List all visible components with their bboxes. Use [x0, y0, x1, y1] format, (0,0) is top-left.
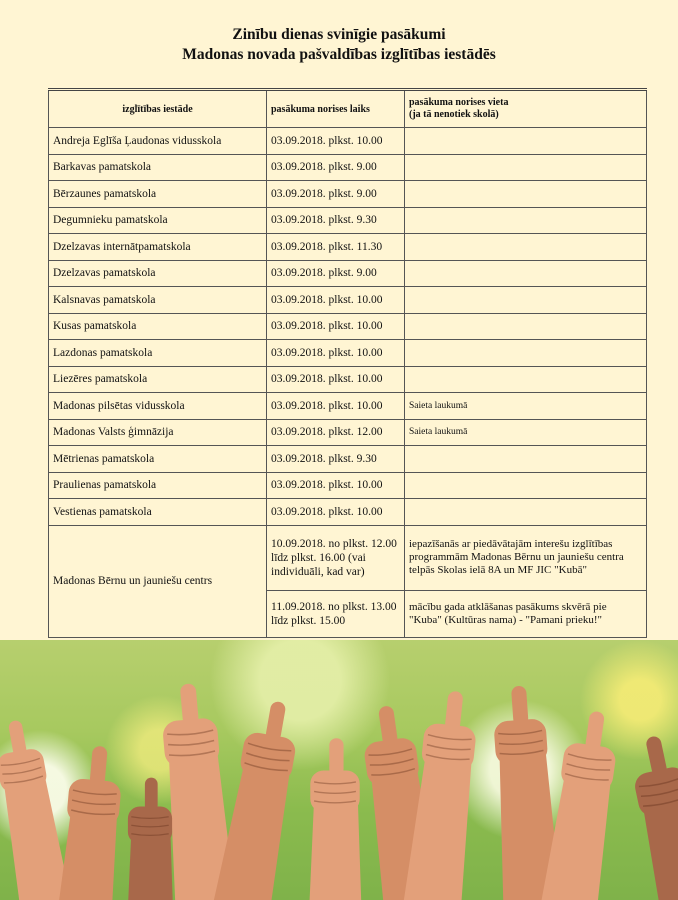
header-time: pasākuma norises laiks [267, 90, 405, 128]
table-row [49, 181, 647, 208]
place-cell [405, 472, 647, 499]
place-cell [405, 234, 647, 261]
header-place-line2: (ja tā nenotiek skolā) [409, 109, 499, 120]
institution-cell: Kusas pamatskola [49, 313, 267, 340]
time-cell: 03.09.2018. plkst. 10.00 [267, 472, 405, 499]
thumbs-up-photo [0, 640, 678, 900]
institution-cell: Dzelzavas internātpamatskola [49, 234, 267, 261]
table-row [49, 234, 647, 261]
place-cell [405, 128, 647, 155]
header-place-line1: pasākuma norises vieta [409, 97, 509, 108]
time-cell: 03.09.2018. plkst. 10.00 [267, 366, 405, 393]
place-cell [405, 313, 647, 340]
time-cell: 03.09.2018. plkst. 11.30 [267, 234, 405, 261]
institution-cell: Liezēres pamatskola [49, 366, 267, 393]
time-cell: 03.09.2018. plkst. 12.00 [267, 419, 405, 446]
place-cell [405, 366, 647, 393]
table-row [49, 313, 647, 340]
place-cell [405, 499, 647, 526]
table-row [49, 499, 647, 526]
time-cell: 03.09.2018. plkst. 9.00 [267, 181, 405, 208]
time-cell: 03.09.2018. plkst. 9.30 [267, 207, 405, 234]
institution-cell: Lazdonas pamatskola [49, 340, 267, 367]
table-row [49, 419, 647, 446]
time-cell: 03.09.2018. plkst. 10.00 [267, 340, 405, 367]
table-row [49, 393, 647, 420]
time-cell: 03.09.2018. plkst. 10.00 [267, 499, 405, 526]
table-row [49, 472, 647, 499]
institution-cell-center: Madonas Bērnu un jauniešu centrs [49, 525, 267, 637]
place-cell [405, 446, 647, 473]
institution-cell: Andreja Eglīša Ļaudonas vidusskola [49, 128, 267, 155]
table-row [49, 366, 647, 393]
institution-cell: Bērzaunes pamatskola [49, 181, 267, 208]
table-row [49, 128, 647, 155]
document-subtitle: Madonas novada pašvaldības izglītības iestādēs [182, 46, 496, 63]
institution-cell: Dzelzavas pamatskola [49, 260, 267, 287]
place-cell [405, 181, 647, 208]
time-cell: 03.09.2018. plkst. 9.00 [267, 260, 405, 287]
table-row [49, 260, 647, 287]
document-title: Zinību dienas svinīgie pasākumi [232, 26, 446, 43]
time-cell: 03.09.2018. plkst. 10.00 [267, 287, 405, 314]
thumbs-up-hands-icon [0, 640, 678, 900]
place-cell [405, 287, 647, 314]
header-institution: izglītības iestāde [49, 90, 267, 128]
place-cell-event-1: iepazīšanās ar piedāvātajām interešu izglītības programmām Madonas Bērnu un jauniešu centra telpās Skolas ielā 8A un MF JIC "Kubā" [405, 525, 647, 590]
institution-cell: Kalsnavas pamatskola [49, 287, 267, 314]
institution-cell: Barkavas pamatskola [49, 154, 267, 181]
place-cell: Saieta laukumā [405, 393, 647, 420]
header-place [405, 90, 647, 128]
table-row [49, 340, 647, 367]
place-cell [405, 260, 647, 287]
thumbs-up-hand [125, 778, 176, 900]
table-row [49, 446, 647, 473]
institution-cell: Degumnieku pamatskola [49, 207, 267, 234]
table-header-row [49, 90, 647, 128]
place-cell [405, 154, 647, 181]
table-row [49, 287, 647, 314]
time-cell: 03.09.2018. plkst. 9.30 [267, 446, 405, 473]
time-cell-event-1: 10.09.2018. no plkst. 12.00 līdz plkst. 16.00 (vai individuāli, kad var) [267, 525, 405, 590]
time-cell: 03.09.2018. plkst. 10.00 [267, 313, 405, 340]
place-cell [405, 207, 647, 234]
thumbs-up-hand [622, 731, 678, 900]
institution-cell: Praulienas pamatskola [49, 472, 267, 499]
institution-cell: Mētrienas pamatskola [49, 446, 267, 473]
time-cell-event-2: 11.09.2018. no plkst. 13.00 līdz plkst. 15.00 [267, 590, 405, 637]
institution-cell: Madonas pilsētas vidusskola [49, 393, 267, 420]
thumbs-up-hand [307, 738, 364, 900]
table-row [49, 207, 647, 234]
time-cell: 03.09.2018. plkst. 9.00 [267, 154, 405, 181]
events-table [48, 88, 647, 638]
place-cell: Saieta laukumā [405, 419, 647, 446]
time-cell: 03.09.2018. plkst. 10.00 [267, 393, 405, 420]
institution-cell: Vestienas pamatskola [49, 499, 267, 526]
table-row-center-event-1 [49, 525, 647, 590]
place-cell [405, 340, 647, 367]
institution-cell: Madonas Valsts ģimnāzija [49, 419, 267, 446]
place-cell-event-2: mācību gada atklāšanas pasākums skvērā pie "Kuba" (Kultūras nama) - "Pamani prieku!" [405, 590, 647, 637]
table-row [49, 154, 647, 181]
time-cell: 03.09.2018. plkst. 10.00 [267, 128, 405, 155]
